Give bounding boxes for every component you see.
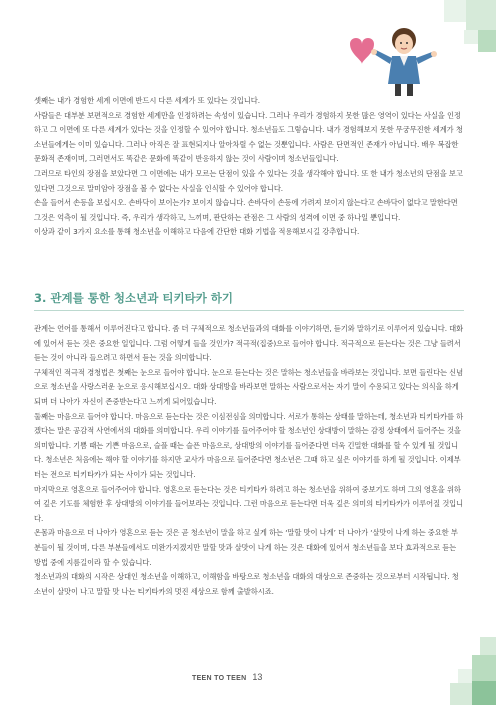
footer-brand: TEEN TO TEEN [192, 675, 247, 682]
paragraph: 온몸과 마음으로 더 나아가 영혼으로 듣는 것은 곧 청소년이 말을 하고 싶게 하는 ‘말할 맛이 나게’ 더 나아가 ‘살맛이 나게 하는 중요한 부분들이 될 것이며, 다른 부분들에서도 미완가지겠지만 말할 맛과 살맛이 나게 하는 것은 대화에 있어서 청소년들을 보다 효과적으로 듣는 방법 중에 지름길이라 할 수 있습니다. [34, 528, 458, 567]
paragraph: 이상과 같이 3가지 요소를 통해 청소년을 이해하고 다음에 간단한 대화 기법을 적용해보시길 강추합니다. [34, 227, 360, 237]
body-text-top [34, 94, 464, 240]
page-number: 13 [252, 672, 263, 682]
paragraph: 둘째는 마음으로 들어야 합니다. 마음으로 듣는다는 것은 이심전심을 의미합니다. 서로가 통하는 상태를 말하는데, 청소년과 티키타카를 하겠다는 말은 공감적 사연에서의 대화를 의미합니다. 우리 이야기를 들어주어야 할 청소년인 상대방이 말하는 감정 상태에서 들어주는 것을 의미합니다. 기쁨 때는 기쁜 마음으로, 슬플 때는 슬픈 마음으로, 상대방의 이야기를 들어준다면 더욱 긴밀한 대화를 할 수 있게 될 것입니다. 청소년은 처음에는 해야 할 이야기를 하지만 교사가 마음으로 들어준다면 청소년은 그때 하고 싶은 이야기를 하게 될 것입니다. 이제부터는 전으로 티키타카가 되는 사이가 되는 것입니다. [34, 411, 464, 479]
corner-decoration-bottom [440, 613, 496, 705]
paragraph: 구체적인 적극적 경청법은 첫째는 눈으로 들어야 합니다. 눈으로 듣는다는 것은 말하는 청소년들을 바라보는 것입니다. 보면 들린다는 신념으로 청소년을 사랑스러운 눈으로 응시해보십시오. 대화 상대방을 바라보면 말하는 사람으로서는 자기 말이 수용되고 있다는 의식을 하게 되며 더 나아가 자신이 존중받는다고 느끼게 되어있습니다. [34, 367, 464, 406]
paragraph: 관계는 언어를 통해서 이루어진다고 합니다. 좀 더 구체적으로 청소년들과의 대화를 이야기하면, 듣기와 말하기로 이루어져 있습니다. 대화에 있어서 듣는 것은 중요한 일입니다. 그럼 어떻게 들을 것인가? 적극적(집중)으로 들어야 합니다. 적극적으로 듣는다는 것은 그냥 들려서 듣는 것이 아니라 들으려고 하면서 듣는 것을 의미합니다. [34, 324, 464, 363]
paragraph: 손을 들어서 손등을 보십시오. 손바닥이 보이는가? 보이지 않습니다. 손바닥이 손등에 가려져 보이지 않는다고 손바닥이 없다고 말한다면 그것은 억측이 될 것입니다. 즉, 우리가 생각하고, 느끼며, 판단하는 관점은 그 사람의 성격에 이면 중 하나일 뿐입니다. [34, 198, 458, 222]
paragraph: 셋째는 내가 경험한 세계 이면에 반드시 다른 세계가 또 있다는 것입니다. [34, 96, 260, 105]
section-heading: 3. 관계를 통한 청소년과 티키타카 하기 [34, 291, 234, 305]
paragraph: 마지막으로 영혼으로 들어주어야 합니다. 영혼으로 듣는다는 것은 티키타카 하려고 하는 청소년을 위하여 중보기도 하며 그의 영혼을 위하여 깊은 기도를 체험한 후 상대방의 이야기를 들어보라는 것입니다. 그런 마음으로 듣는다면 더욱 깊은 의미의 티키타카가 이루어질 것입니다. [34, 484, 464, 523]
teacher-illustration [336, 22, 448, 100]
body-text-bottom [34, 322, 464, 599]
section-divider [34, 310, 464, 311]
paragraph: 그러므로 타인의 장점을 보았다면 그 이면에는 내가 모르는 단점이 있을 수 있다는 것을 생각해야 합니다. 또 한 내가 청소년의 단점을 보고 있다면 그것으로 말미암아 장점을 볼 수 없다는 사실을 인식할 수 있어야 합니다. [34, 168, 463, 193]
paragraph: 청소년과의 대화의 시작은 상대인 청소년을 이해하고, 이해함을 바탕으로 청소년을 대화의 대상으로 존중하는 것으로부터 시작됩니다. 청소년이 살맛이 나고 말할 맛 나는 티키타카의 멋진 세상으로 함께 출발하시죠. [34, 572, 459, 596]
page-footer [192, 672, 262, 682]
paragraph: 사람들은 대부분 보편적으로 경험한 세계만을 인정하려는 속성이 있습니다. 그러나 우리가 경험하지 못한 많은 영역이 있다는 사실을 인정하고 그 이면에 또 다른 세계가 있다는 것을 인정할 수 있어야 합니다. 청소년들도 그렇습니다. 내가 경험해보지 못한 무궁무진한 세계가 청소년들에게는 이미 있습니다. 그러나 아직은 잘 표현되지나 알아차릴 수 없는 것뿐입니다. 사람은 단면적인 존재가 아닙니다. 배우 복잡한 문화적 존재이며, 그러면서도 똑같은 문화에 똑같이 반응하지 않는 것이 사람이며 청소년들입니다. [34, 110, 463, 164]
